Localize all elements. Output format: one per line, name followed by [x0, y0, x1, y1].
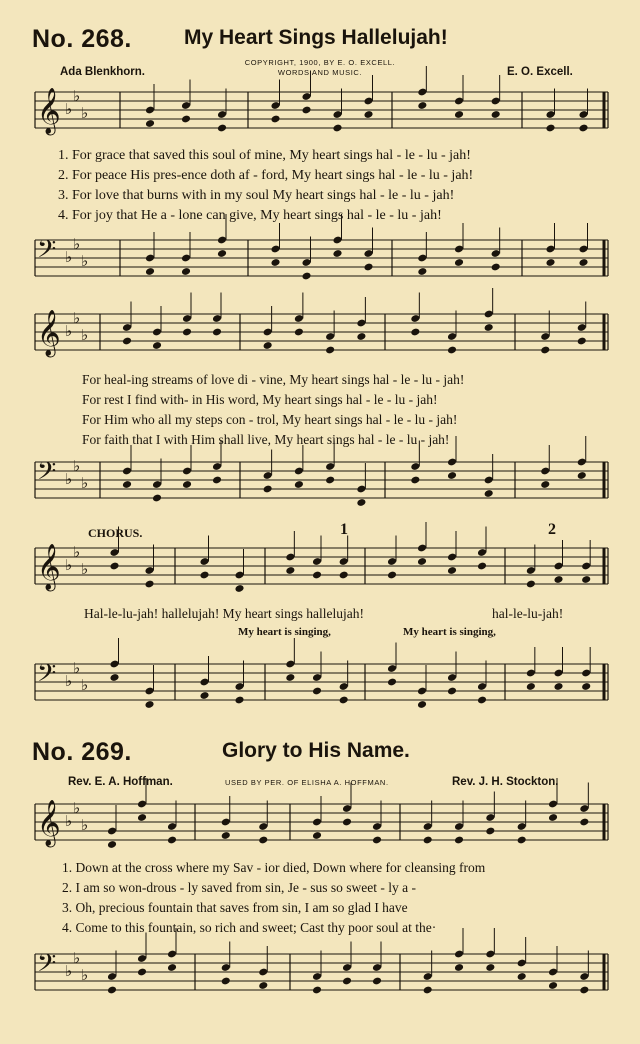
permission-notice: USED BY PER. OF ELISHA A. HOFFMAN.	[225, 778, 389, 787]
copyright-notice	[210, 58, 430, 78]
svg-text:♭: ♭	[65, 322, 73, 340]
svg-text:𝄞: 𝄞	[37, 544, 61, 590]
music-staff-bass	[0, 950, 640, 1010]
music-staff-bass	[0, 458, 640, 518]
verse-line: For faith that I with Him shall live, My heart sings hal - le - lu - jah!	[82, 432, 450, 447]
svg-text:♭: ♭	[73, 87, 81, 105]
svg-text:♭: ♭	[65, 556, 73, 574]
svg-text:♭: ♭	[65, 470, 73, 488]
lyricist-credit: Rev. E. A. Hoffman.	[68, 776, 173, 788]
svg-text:𝄢: 𝄢	[37, 457, 57, 492]
svg-text:𝄢: 𝄢	[37, 949, 57, 984]
svg-text:♭: ♭	[73, 543, 81, 561]
svg-text:♭: ♭	[81, 326, 89, 344]
verse-line: For Him who all my steps con - trol, My heart sings hal - le - lu - jah!	[82, 412, 458, 427]
music-staff-treble	[0, 310, 640, 370]
hymn-title: My Heart Sings Hallelujah!	[184, 26, 448, 49]
svg-text:♭: ♭	[65, 248, 73, 266]
svg-text:♭: ♭	[81, 474, 89, 492]
music-staff-treble	[0, 800, 640, 860]
copyright-line: COPYRIGHT, 1900, BY E. O. EXCELL.	[244, 58, 396, 67]
verse-block	[82, 370, 464, 450]
hymn-number: No. 268.	[32, 25, 132, 53]
music-staff-bass	[0, 660, 640, 720]
verse-line: For heal-ing streams of love di - vine, My heart sings hal - le - lu - jah!	[82, 372, 465, 387]
verse-block	[62, 858, 485, 938]
svg-text:♭: ♭	[81, 676, 89, 694]
composer-credit: Rev. J. H. Stockton.	[452, 776, 559, 788]
first-ending-number: 1	[340, 521, 348, 538]
chorus-lyrics-ending: hal-le-lu-jah!	[492, 606, 564, 621]
verse-line: 1. For grace that saved this soul of mine, My heart sings hal - le - lu - jah!	[58, 148, 471, 163]
svg-text:♭: ♭	[81, 816, 89, 834]
svg-text:𝄢: 𝄢	[37, 659, 57, 694]
verse-line: 4. Come to this fountain, so rich and sweet; Cast thy poor soul at the·	[62, 920, 437, 935]
composer-credit: E. O. Excell.	[507, 66, 573, 78]
second-ending-number: 2	[548, 521, 556, 538]
svg-text:𝄞: 𝄞	[37, 800, 61, 846]
bass-cue-text: My heart is singing,	[403, 626, 496, 638]
svg-text:♭: ♭	[73, 949, 81, 967]
svg-text:♭: ♭	[65, 100, 73, 118]
svg-text:𝄢: 𝄢	[37, 235, 57, 270]
svg-text:♭: ♭	[65, 962, 73, 980]
svg-text:𝄞: 𝄞	[37, 310, 61, 356]
music-staff-bass	[0, 236, 640, 296]
bass-cue-text: My heart is singing,	[238, 626, 331, 638]
svg-text:♭: ♭	[81, 252, 89, 270]
verse-line: 2. For peace His pres-ence doth af - ford, My heart sings hal - le - lu - jah!	[58, 168, 474, 183]
svg-text:♭: ♭	[81, 966, 89, 984]
verse-line: 3. For love that burns with in my soul My heart sings hal - le - lu - jah!	[58, 188, 455, 203]
svg-text:♭: ♭	[73, 659, 81, 677]
verse-line: 1. Down at the cross where my Sav - ior died, Down where for cleansing from	[62, 860, 486, 875]
chorus-label: CHORUS.	[88, 526, 143, 540]
svg-text:♭: ♭	[65, 672, 73, 690]
copyright-line: WORDS AND MUSIC.	[277, 68, 363, 77]
verse-line: 2. I am so won-drous - ly saved from sin, Je - sus so sweet - ly a -	[62, 880, 416, 895]
chorus-lyrics: Hal-le-lu-jah! hallelujah! My heart sings hallelujah!	[84, 606, 365, 621]
svg-text:♭: ♭	[73, 309, 81, 327]
hymn-number: No. 269.	[32, 738, 132, 766]
svg-text:♭: ♭	[65, 812, 73, 830]
svg-text:♭: ♭	[73, 235, 81, 253]
music-staff-treble	[0, 88, 640, 148]
svg-text:♭: ♭	[81, 560, 89, 578]
svg-text:♭: ♭	[73, 799, 81, 817]
svg-text:♭: ♭	[73, 457, 81, 475]
music-staff-treble	[0, 544, 640, 604]
lyricist-credit: Ada Blenkhorn.	[60, 66, 145, 78]
verse-line: For rest I find with- in His word, My heart sings hal - le - lu - jah!	[82, 392, 438, 407]
verse-line: 3. Oh, precious fountain that saves from sin, I am so glad I have	[62, 900, 408, 915]
svg-text:♭: ♭	[81, 104, 89, 122]
hymn-title: Glory to His Name.	[222, 739, 410, 762]
svg-text:𝄞: 𝄞	[37, 88, 61, 134]
verse-line: 4. For joy that He a - lone can give, My heart sings hal - le - lu - jah!	[58, 208, 442, 223]
verse-block	[58, 146, 473, 226]
